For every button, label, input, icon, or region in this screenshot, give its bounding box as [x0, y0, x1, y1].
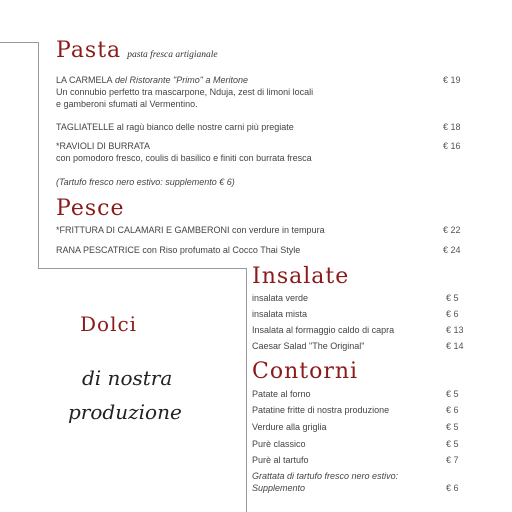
pasta-note: (Tartufo fresco nero estivo: supplemento € 6) [56, 177, 235, 187]
dolci-script-line1: di nostra [82, 366, 173, 390]
item-price: € 5 [446, 422, 459, 432]
item-name: insalata verde [252, 293, 309, 303]
item-name: insalata mista [252, 309, 308, 319]
menu-item-pure-classico [252, 438, 442, 450]
item-name: Insalata al formaggio caldo di capra [252, 325, 395, 335]
item-price: € 19 [443, 75, 461, 85]
menu-item-patate [252, 388, 442, 400]
menu-item-patatine [252, 404, 442, 416]
menu-item-insalata-capra [252, 324, 442, 336]
item-name: Patatine fritte di nostra produzione [252, 405, 390, 415]
item-detail: del Ristorante "Primo" a Meritone [112, 75, 248, 85]
pasta-title: Pasta [56, 38, 122, 63]
frame-line-mid [38, 268, 246, 269]
menu-item-verdure [252, 421, 442, 433]
item-price: € 14 [446, 341, 464, 351]
item-description: con pomodoro fresco, coulis di basilico e finiti con burrata fresca [56, 153, 312, 163]
menu-item-insalata-verde [252, 292, 442, 304]
frame-line-left [38, 42, 39, 268]
menu-item-caesar [252, 340, 442, 352]
item-price: € 5 [446, 293, 459, 303]
item-price: € 6 [446, 483, 459, 493]
dolci-title: Dolci [80, 312, 138, 336]
item-price: € 22 [443, 225, 461, 235]
item-name: Patate al forno [252, 389, 311, 399]
contorni-heading [252, 361, 358, 383]
item-price: € 13 [446, 325, 464, 335]
item-description: e gamberoni sfumati al Vermentino. [56, 99, 198, 109]
contorni-note [252, 470, 442, 494]
menu-item-ravioli [56, 140, 446, 164]
frame-line-top [0, 42, 38, 43]
item-price: € 16 [443, 141, 461, 151]
menu-item-rana [56, 244, 446, 256]
item-name: *RAVIOLI DI BURRATA [56, 141, 151, 151]
note-line: Grattata di tartufo fresco nero estivo: [252, 471, 399, 481]
item-price: € 24 [443, 245, 461, 255]
item-name: TAGLIATELLE al ragù bianco delle nostre carni più pregiate [56, 122, 294, 132]
contorni-title: Contorni [252, 359, 359, 384]
note-line: Supplemento [252, 483, 306, 493]
menu-item-frittura [56, 224, 446, 236]
item-name: Purè classico [252, 439, 306, 449]
item-price: € 5 [446, 439, 459, 449]
item-name: Verdure alla griglia [252, 422, 327, 432]
insalate-heading [252, 266, 349, 288]
pesce-title: Pesce [56, 196, 125, 221]
pasta-heading [56, 40, 218, 62]
item-price: € 6 [446, 309, 459, 319]
dolci-script-line2: produzione [68, 400, 182, 424]
item-name: *FRITTURA DI CALAMARI E GAMBERONI con verdure in tempura [56, 225, 325, 235]
item-price: € 6 [446, 405, 459, 415]
item-name: RANA PESCATRICE con Riso profumato al Cocco Thai Style [56, 245, 301, 255]
pasta-subtitle: pasta fresca artigianale [127, 50, 218, 60]
item-description: Un connubio perfetto tra mascarpone, Nduja, zest di limoni locali [56, 87, 314, 97]
frame-line-right [246, 268, 247, 512]
item-price: € 18 [443, 122, 461, 132]
item-price: € 7 [446, 455, 459, 465]
menu-item-insalata-mista [252, 308, 442, 320]
insalate-title: Insalate [252, 264, 350, 289]
pesce-heading [56, 198, 124, 220]
menu-item-tagliatelle [56, 121, 446, 133]
item-price: € 5 [446, 389, 459, 399]
menu-item-pure-tartufo [252, 454, 442, 466]
item-name: Caesar Salad "The Original" [252, 341, 365, 351]
menu-item-carmela [56, 74, 446, 110]
item-name: LA CARMELA [56, 75, 113, 85]
item-name: Purè al tartufo [252, 455, 309, 465]
